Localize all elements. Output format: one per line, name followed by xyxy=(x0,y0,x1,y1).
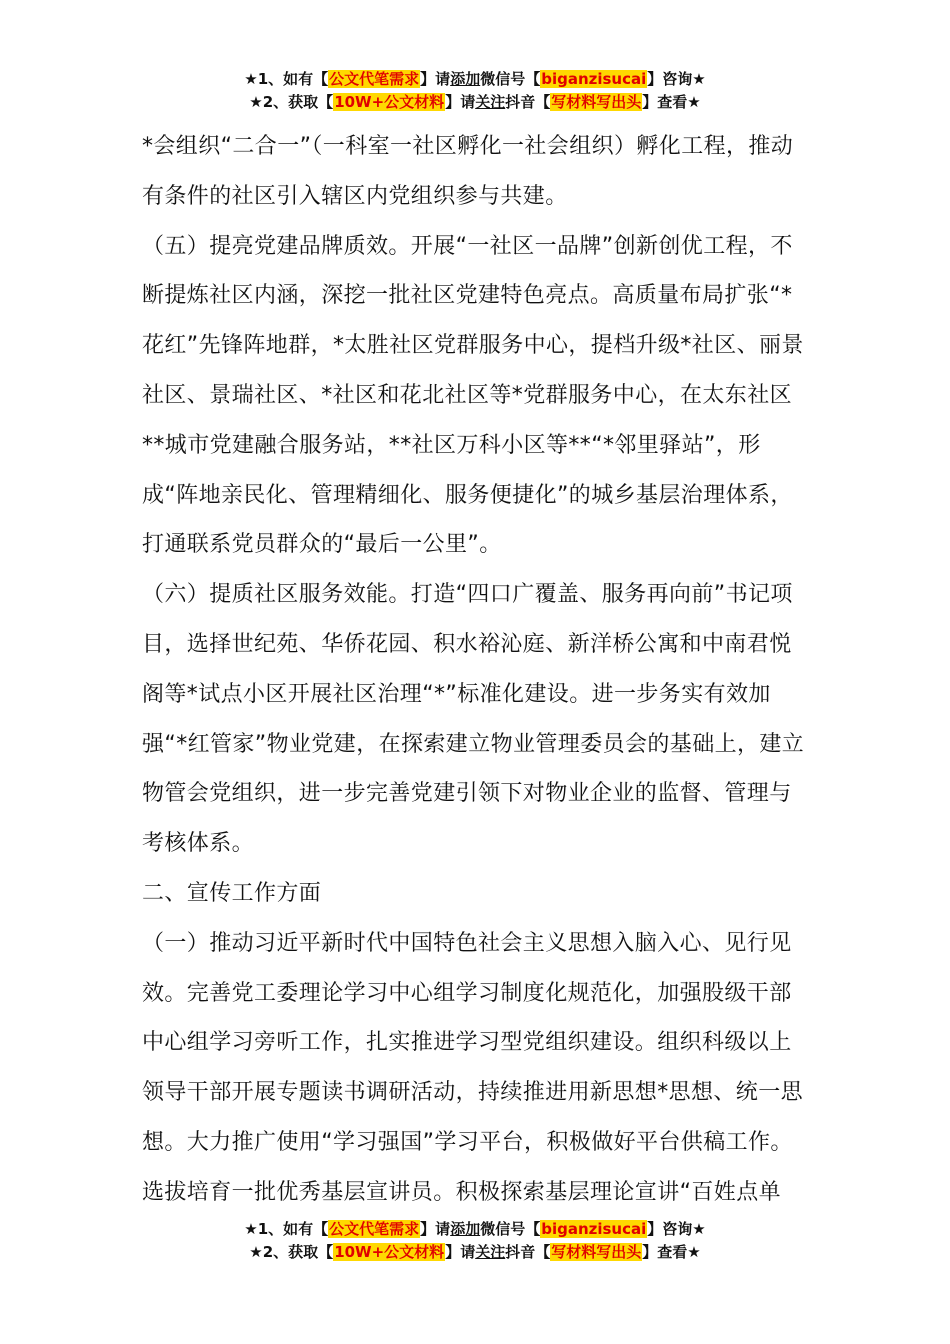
banner-line-2: ★2、获取【10W+公文材料】请关注抖音【写材料写出头】查看★ xyxy=(249,93,701,111)
highlight-materials: 10W+公文材料 xyxy=(334,93,445,111)
highlight-wechat: biganzisucai xyxy=(541,70,647,88)
highlight-service: 公文代笔需求 xyxy=(329,70,420,88)
highlight-materials: 10W+公文材料 xyxy=(334,1243,445,1261)
banner-line-1: ★1、如有【公文代笔需求】请添加微信号【biganzisucai】咨询★ xyxy=(244,70,706,88)
paragraph-3: （六）提质社区服务效能。打造“四口广覆盖、服务再向前”书记项目，选择世纪苑、华侨花园、积水裕沁庭、新洋桥公寓和中南君悦阁等*试点小区开展社区治理“*”标准化建设。进一步务实有效加强“*红管家”物业党建，在探索建立物业管理委员会的基础上，建立物管会党组织，进一步完善党建引领下对物业企业的监督、管理与考核体系。 xyxy=(142,582,805,857)
footer-line-1: ★1、如有【公文代笔需求】请添加微信号【biganzisucai】咨询★ xyxy=(244,1220,706,1238)
highlight-service: 公文代笔需求 xyxy=(329,1220,420,1238)
paragraph-4: （一）推动习近平新时代中国特色社会主义思想入脑入心、见行见效。完善党工委理论学习中心组学习制度化规范化，加强股级干部中心组学习旁听工作，扎实推进学习型党组织建设。组织科级以上领导干部开展专题读书调研活动，持续推进用新思想*思想、统一思想。大力推广使用“学习强国”学习平台，积极做好平台供稿工作。选拔培育一批优秀基层宣讲员。积极探索基层理论宣讲“百姓点单 xyxy=(142,930,804,1205)
section-heading: 二、宣传工作方面 xyxy=(142,880,322,906)
highlight-douyin: 写材料写出头 xyxy=(551,1243,642,1261)
paragraph-1: *会组织“二合一”（一科室一社区孵化一社会组织）孵化工程，推动有条件的社区引入辖区内党组织参与共建。 xyxy=(142,134,794,209)
document-body xyxy=(142,122,812,1218)
footer-line-2: ★2、获取【10W+公文材料】请关注抖音【写材料写出头】查看★ xyxy=(249,1243,701,1261)
highlight-wechat: biganzisucai xyxy=(541,1220,647,1238)
top-banner xyxy=(0,68,950,114)
paragraph-2: （五）提亮党建品牌质效。开展“一社区一品牌”创新创优工程，不断提炼社区内涵，深挖一批社区党建特色亮点。高质量布局扩张“*花红”先锋阵地群，*太胜社区党群服务中心，提档升级*社区、丽景社区、景瑞社区、*社区和花北社区等*党群服务中心，在太东社区**城市党建融合服务站，**社区万科小区等**“*邻里驿站”，形成“阵地亲民化、管理精细化、服务便捷化”的城乡基层治理体系，打通联系党员群众的“最后一公里”。 xyxy=(142,233,804,558)
highlight-douyin: 写材料写出头 xyxy=(551,93,642,111)
bottom-banner xyxy=(0,1218,950,1264)
